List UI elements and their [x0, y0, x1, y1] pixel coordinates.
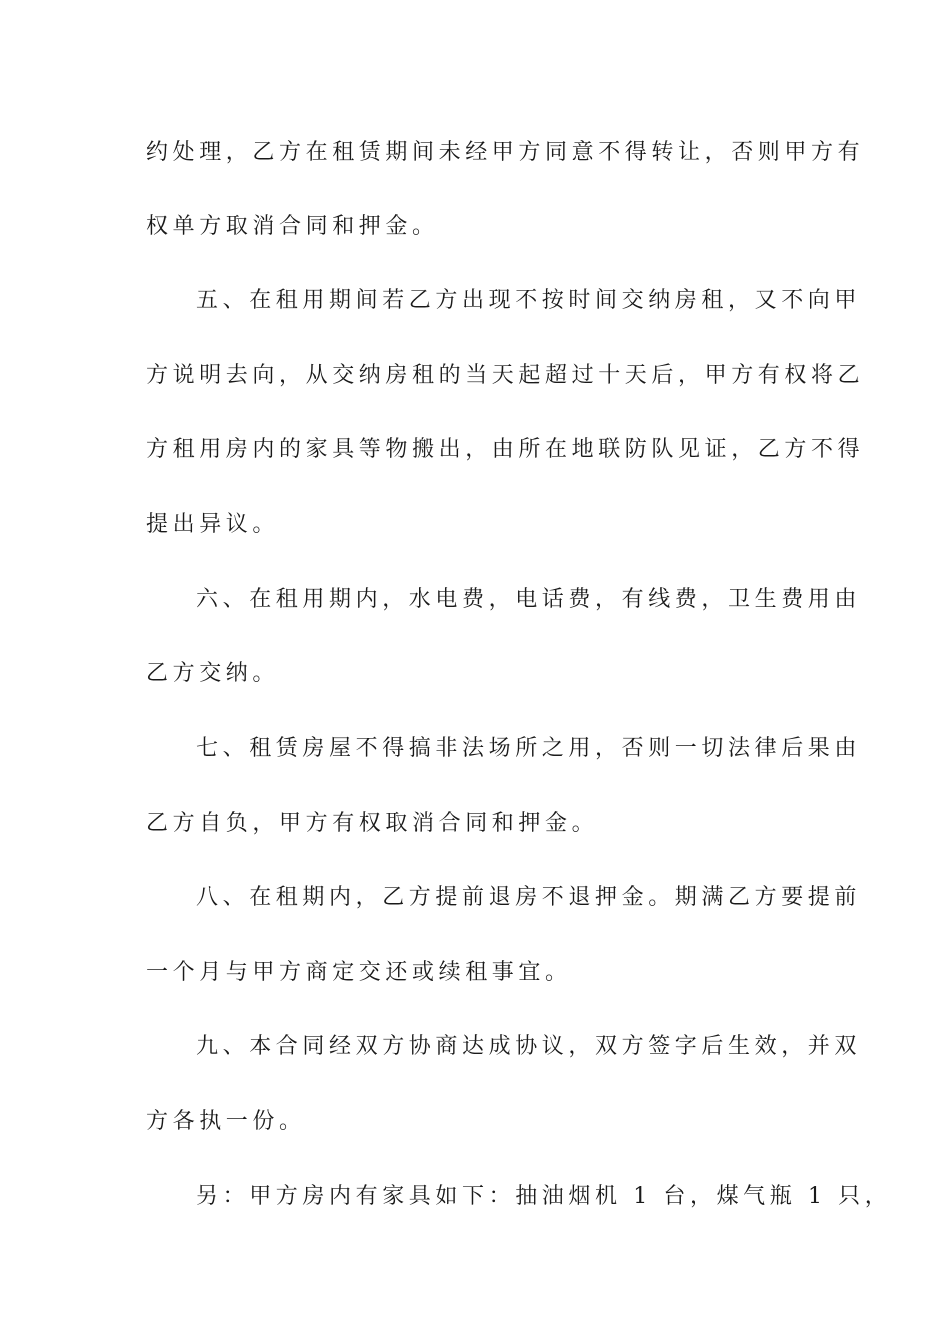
clause-8-line-2: 一个月与甲方商定交还或续租事宜。	[146, 960, 572, 985]
clause-6-line-2: 乙方交纳。	[146, 661, 280, 686]
text-line-2: 权单方取消合同和押金。	[146, 214, 439, 239]
clause-5-line-2: 方说明去向，从交纳房租的当天起超过十天后，甲方有权将乙	[146, 363, 865, 388]
clause-6-line-1: 六、在租用期内，水电费，电话费，有线费，卫生费用由	[196, 587, 862, 612]
clause-7-line-1: 七、租赁房屋不得搞非法场所之用，否则一切法律后果由	[196, 736, 862, 761]
clause-5-line-4: 提出异议。	[146, 512, 280, 537]
clause-5-line-3: 方租用房内的家具等物搬出，由所在地联防队见证，乙方不得	[146, 437, 865, 462]
clause-8-line-1: 八、在租期内，乙方提前退房不退押金。期满乙方要提前	[196, 885, 862, 910]
clause-9-line-2: 方各执一份。	[146, 1109, 306, 1134]
text-line-1: 约处理，乙方在租赁期间未经甲方同意不得转让，否则甲方有	[146, 140, 865, 165]
clause-5-line-1: 五、在租用期间若乙方出现不按时间交纳房租，又不向甲	[196, 288, 862, 313]
furniture-list-line-1: 另：甲方房内有家具如下：抽油烟机 1 台，煤气瓶 1 只，	[196, 1184, 892, 1209]
clause-9-line-1: 九、本合同经双方协商达成协议，双方签字后生效，并双	[196, 1034, 862, 1059]
clause-7-line-2: 乙方自负，甲方有权取消合同和押金。	[146, 811, 599, 836]
